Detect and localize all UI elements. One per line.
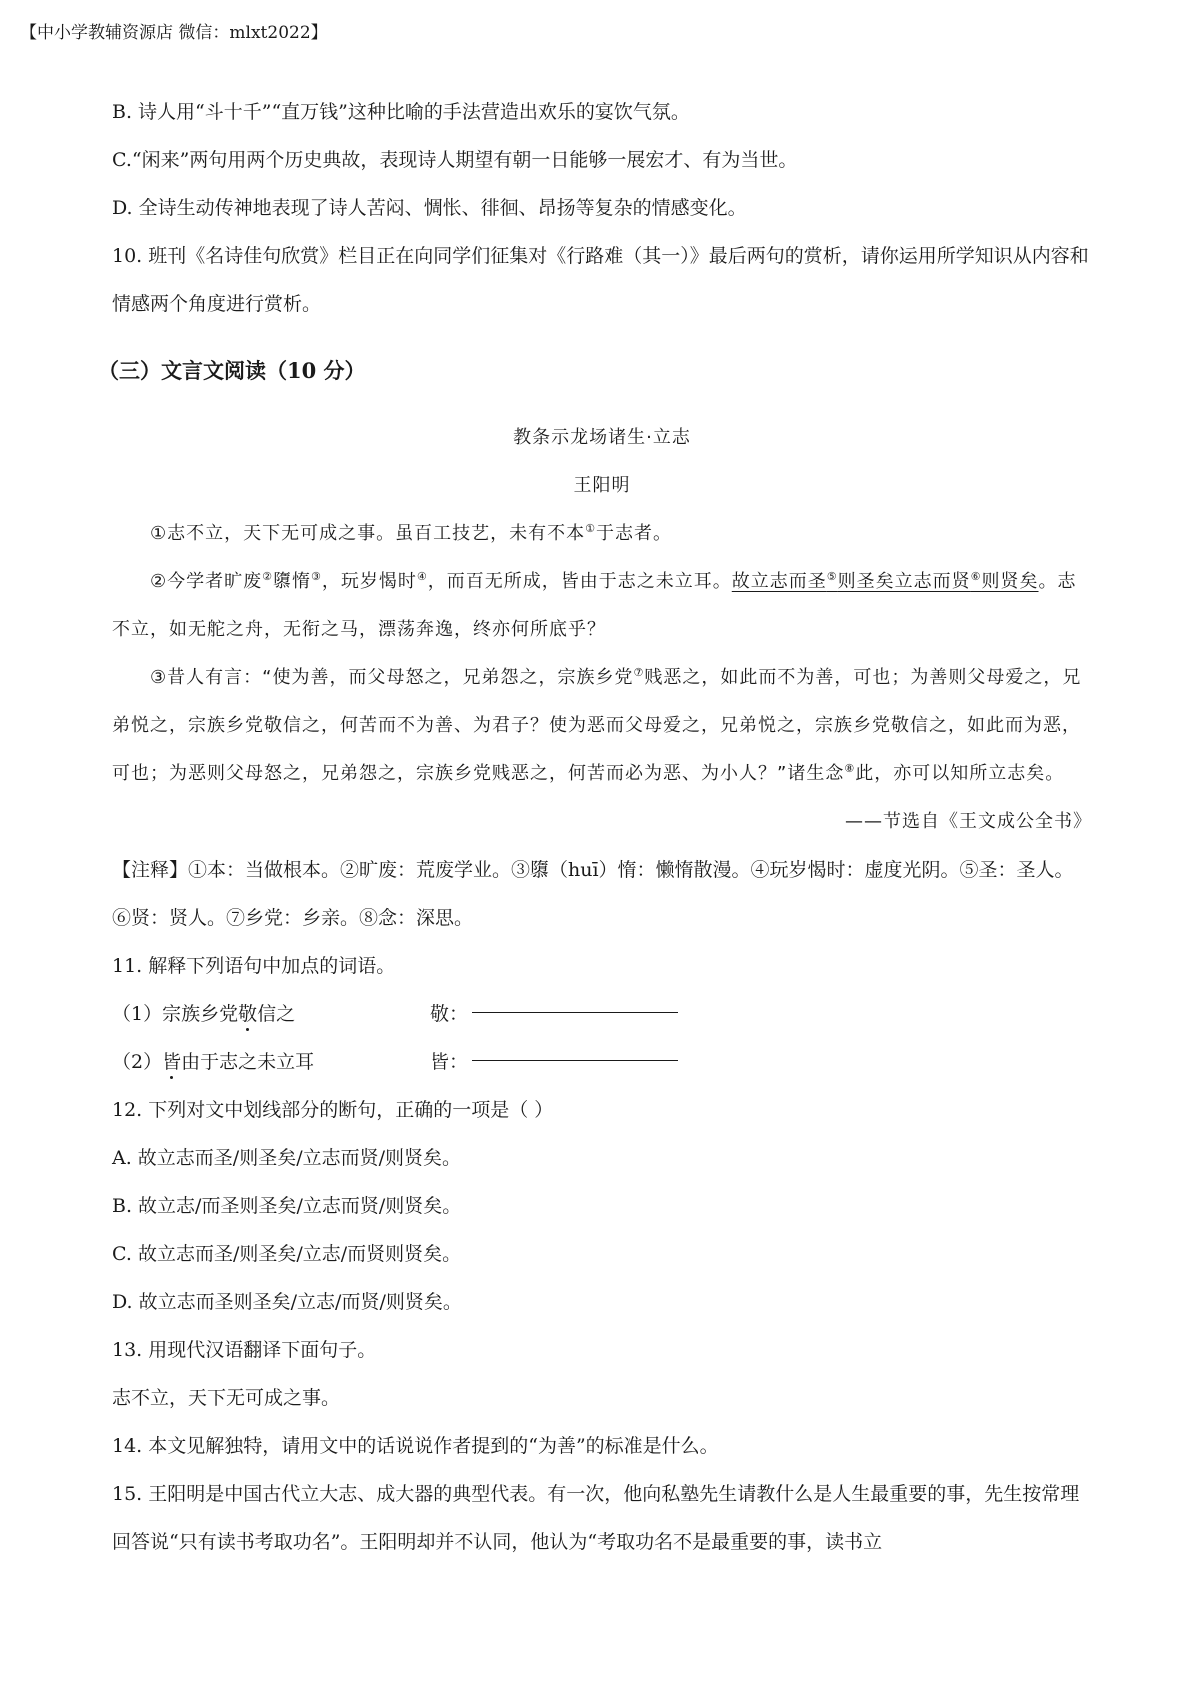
p2-text-d: ，而百无所成，皆由于志之未立耳。 bbox=[427, 571, 732, 592]
q11-item-2-label: 皆： bbox=[430, 1051, 469, 1073]
p3-text-b: 贱恶之，如此而不为善，可也；为善则父母爱之，兄弟悦之，宗族乡党敬信之，何苦而不为善、为君子？使为恶而父母爱之，兄弟悦之，宗族乡党敬信之，如此而为恶，可也；为恶则父母怒之，兄弟怨之，宗族乡党贱恶之，何苦而必为恶、为小人？”诸生念 bbox=[112, 667, 1082, 784]
footnote-marker-1: ① bbox=[585, 522, 597, 535]
question-12-stem: 12. 下列对文中划线部分的断句，正确的一项是（ ） bbox=[112, 1099, 554, 1121]
passage-source: ——节选自《王文成公全书》 bbox=[845, 811, 1092, 832]
q11-item-1-sentence bbox=[112, 990, 430, 1038]
question-10: 10. 班刊《名诗佳句欣赏》栏目正在向同学们征集对《行路难（其一）》最后两句的赏析，请你运用所学知识从内容和情感两个角度进行赏析。 bbox=[112, 245, 1089, 315]
q11-item-2-sentence bbox=[112, 1038, 430, 1086]
passage-paragraph-2 bbox=[112, 558, 1092, 654]
passage-paragraph-1 bbox=[112, 510, 1092, 558]
underlined-part-2: 则圣矣立志而贤 bbox=[837, 571, 971, 592]
underlined-sentence bbox=[732, 571, 1039, 592]
q11-item-1-label: 敬： bbox=[430, 1003, 469, 1025]
underlined-part-3: 则贤矣 bbox=[981, 571, 1039, 592]
question-11-item-1 bbox=[112, 990, 1092, 1038]
p1-text-b: 于志者。 bbox=[596, 523, 673, 544]
passage-paragraph-3 bbox=[112, 654, 1092, 798]
watermark-header: 【中小学教辅资源店 微信：mlxt2022】 bbox=[20, 23, 328, 43]
p3-text-a: ③昔人有言：“使为善，而父母怒之，兄弟怨之，宗族乡党 bbox=[150, 667, 634, 688]
p2-text-b: 隳惰 bbox=[273, 571, 312, 592]
p2-text-e: 。志不立，如无舵之舟，无衔之马，漂荡奔逸，终亦何所底乎？ bbox=[112, 571, 1077, 640]
q11-item-2-post: 由于志之未立耳 bbox=[181, 1051, 315, 1073]
annotations: 【注释】①本：当做根本。②旷废：荒废学业。③隳（huī）惰：懒惰散漫。④玩岁愒时：虚度光阴。⑤圣：圣人。⑥贤：贤人。⑦乡党：乡亲。⑧念：深思。 bbox=[112, 859, 1074, 929]
question-15: 15. 王阳明是中国古代立大志、成大器的典型代表。有一次，他向私塾先生请教什么是人生最重要的事，先生按常理回答说“只有读书考取功名”。王阳明却并不认同，他认为“考取功名不是最重要的事，读书立 bbox=[112, 1483, 1080, 1553]
q12-option-d: D. 故立志而圣则圣矣/立志/而贤/则贤矣。 bbox=[112, 1291, 462, 1313]
section-title: （三）文言文阅读（10 分） bbox=[98, 358, 366, 383]
passage-author: 王阳明 bbox=[573, 475, 631, 496]
underlined-part-1: 故立志而圣 bbox=[731, 571, 827, 592]
q11-item-1-post: 信之 bbox=[257, 1003, 296, 1025]
p1-text-a: ①志不立，天下无可成之事。虽百工技艺，未有不本 bbox=[150, 523, 586, 544]
q11-item-2-answer-blank[interactable] bbox=[472, 1038, 678, 1061]
footnote-marker-5: ⑤ bbox=[826, 570, 838, 583]
footnote-marker-7: ⑦ bbox=[633, 666, 645, 679]
passage-title: 教条示龙场诸生·立志 bbox=[513, 427, 691, 448]
footnote-marker-3: ③ bbox=[311, 570, 322, 583]
q13-sentence: 志不立，天下无可成之事。 bbox=[112, 1387, 341, 1409]
footnote-marker-4: ④ bbox=[416, 570, 428, 583]
footnote-marker-6: ⑥ bbox=[970, 570, 982, 583]
q12-option-a: A. 故立志而圣/则圣矣/立志而贤/则贤矣。 bbox=[112, 1147, 462, 1169]
question-14: 14. 本文见解独特，请用文中的话说说作者提到的“为善”的标准是什么。 bbox=[112, 1435, 719, 1457]
q9-option-d: D. 全诗生动传神地表现了诗人苦闷、惆怅、徘徊、昂扬等复杂的情感变化。 bbox=[112, 197, 747, 219]
q9-option-b: B. 诗人用“斗十千”“直万钱”这种比喻的手法营造出欢乐的宴饮气氛。 bbox=[112, 101, 690, 123]
p2-text-a: ②今学者旷废 bbox=[150, 571, 263, 592]
p3-text-c: 此，亦可以知所立志矣。 bbox=[855, 763, 1065, 784]
q12-option-b: B. 故立志/而圣则圣矣/立志而贤/则贤矣。 bbox=[112, 1195, 462, 1217]
q9-option-c: C.“闲来”两句用两个历史典故，表现诗人期望有朝一日能够一展宏才、有为当世。 bbox=[112, 149, 798, 171]
footnote-marker-2: ② bbox=[262, 570, 274, 583]
q11-item-1-pre: （1）宗族乡党 bbox=[112, 1003, 239, 1025]
exam-page bbox=[98, 88, 1092, 1566]
q11-item-1-answer-blank[interactable] bbox=[472, 990, 678, 1013]
q11-item-2-pre: （2） bbox=[112, 1051, 163, 1073]
q12-option-c: C. 故立志而圣/则圣矣/立志/而贤则贤矣。 bbox=[112, 1243, 462, 1265]
footnote-marker-8: ⑧ bbox=[844, 762, 856, 775]
question-13-stem: 13. 用现代汉语翻译下面句子。 bbox=[112, 1339, 377, 1361]
question-11-stem: 11. 解释下列语句中加点的词语。 bbox=[112, 955, 396, 977]
q11-item-1-dotted-word: 敬 bbox=[238, 1003, 258, 1025]
q11-item-2-dotted-word: 皆 bbox=[162, 1051, 182, 1073]
p2-text-c: ，玩岁愒时 bbox=[321, 571, 417, 592]
question-11-item-2 bbox=[112, 1038, 1092, 1086]
